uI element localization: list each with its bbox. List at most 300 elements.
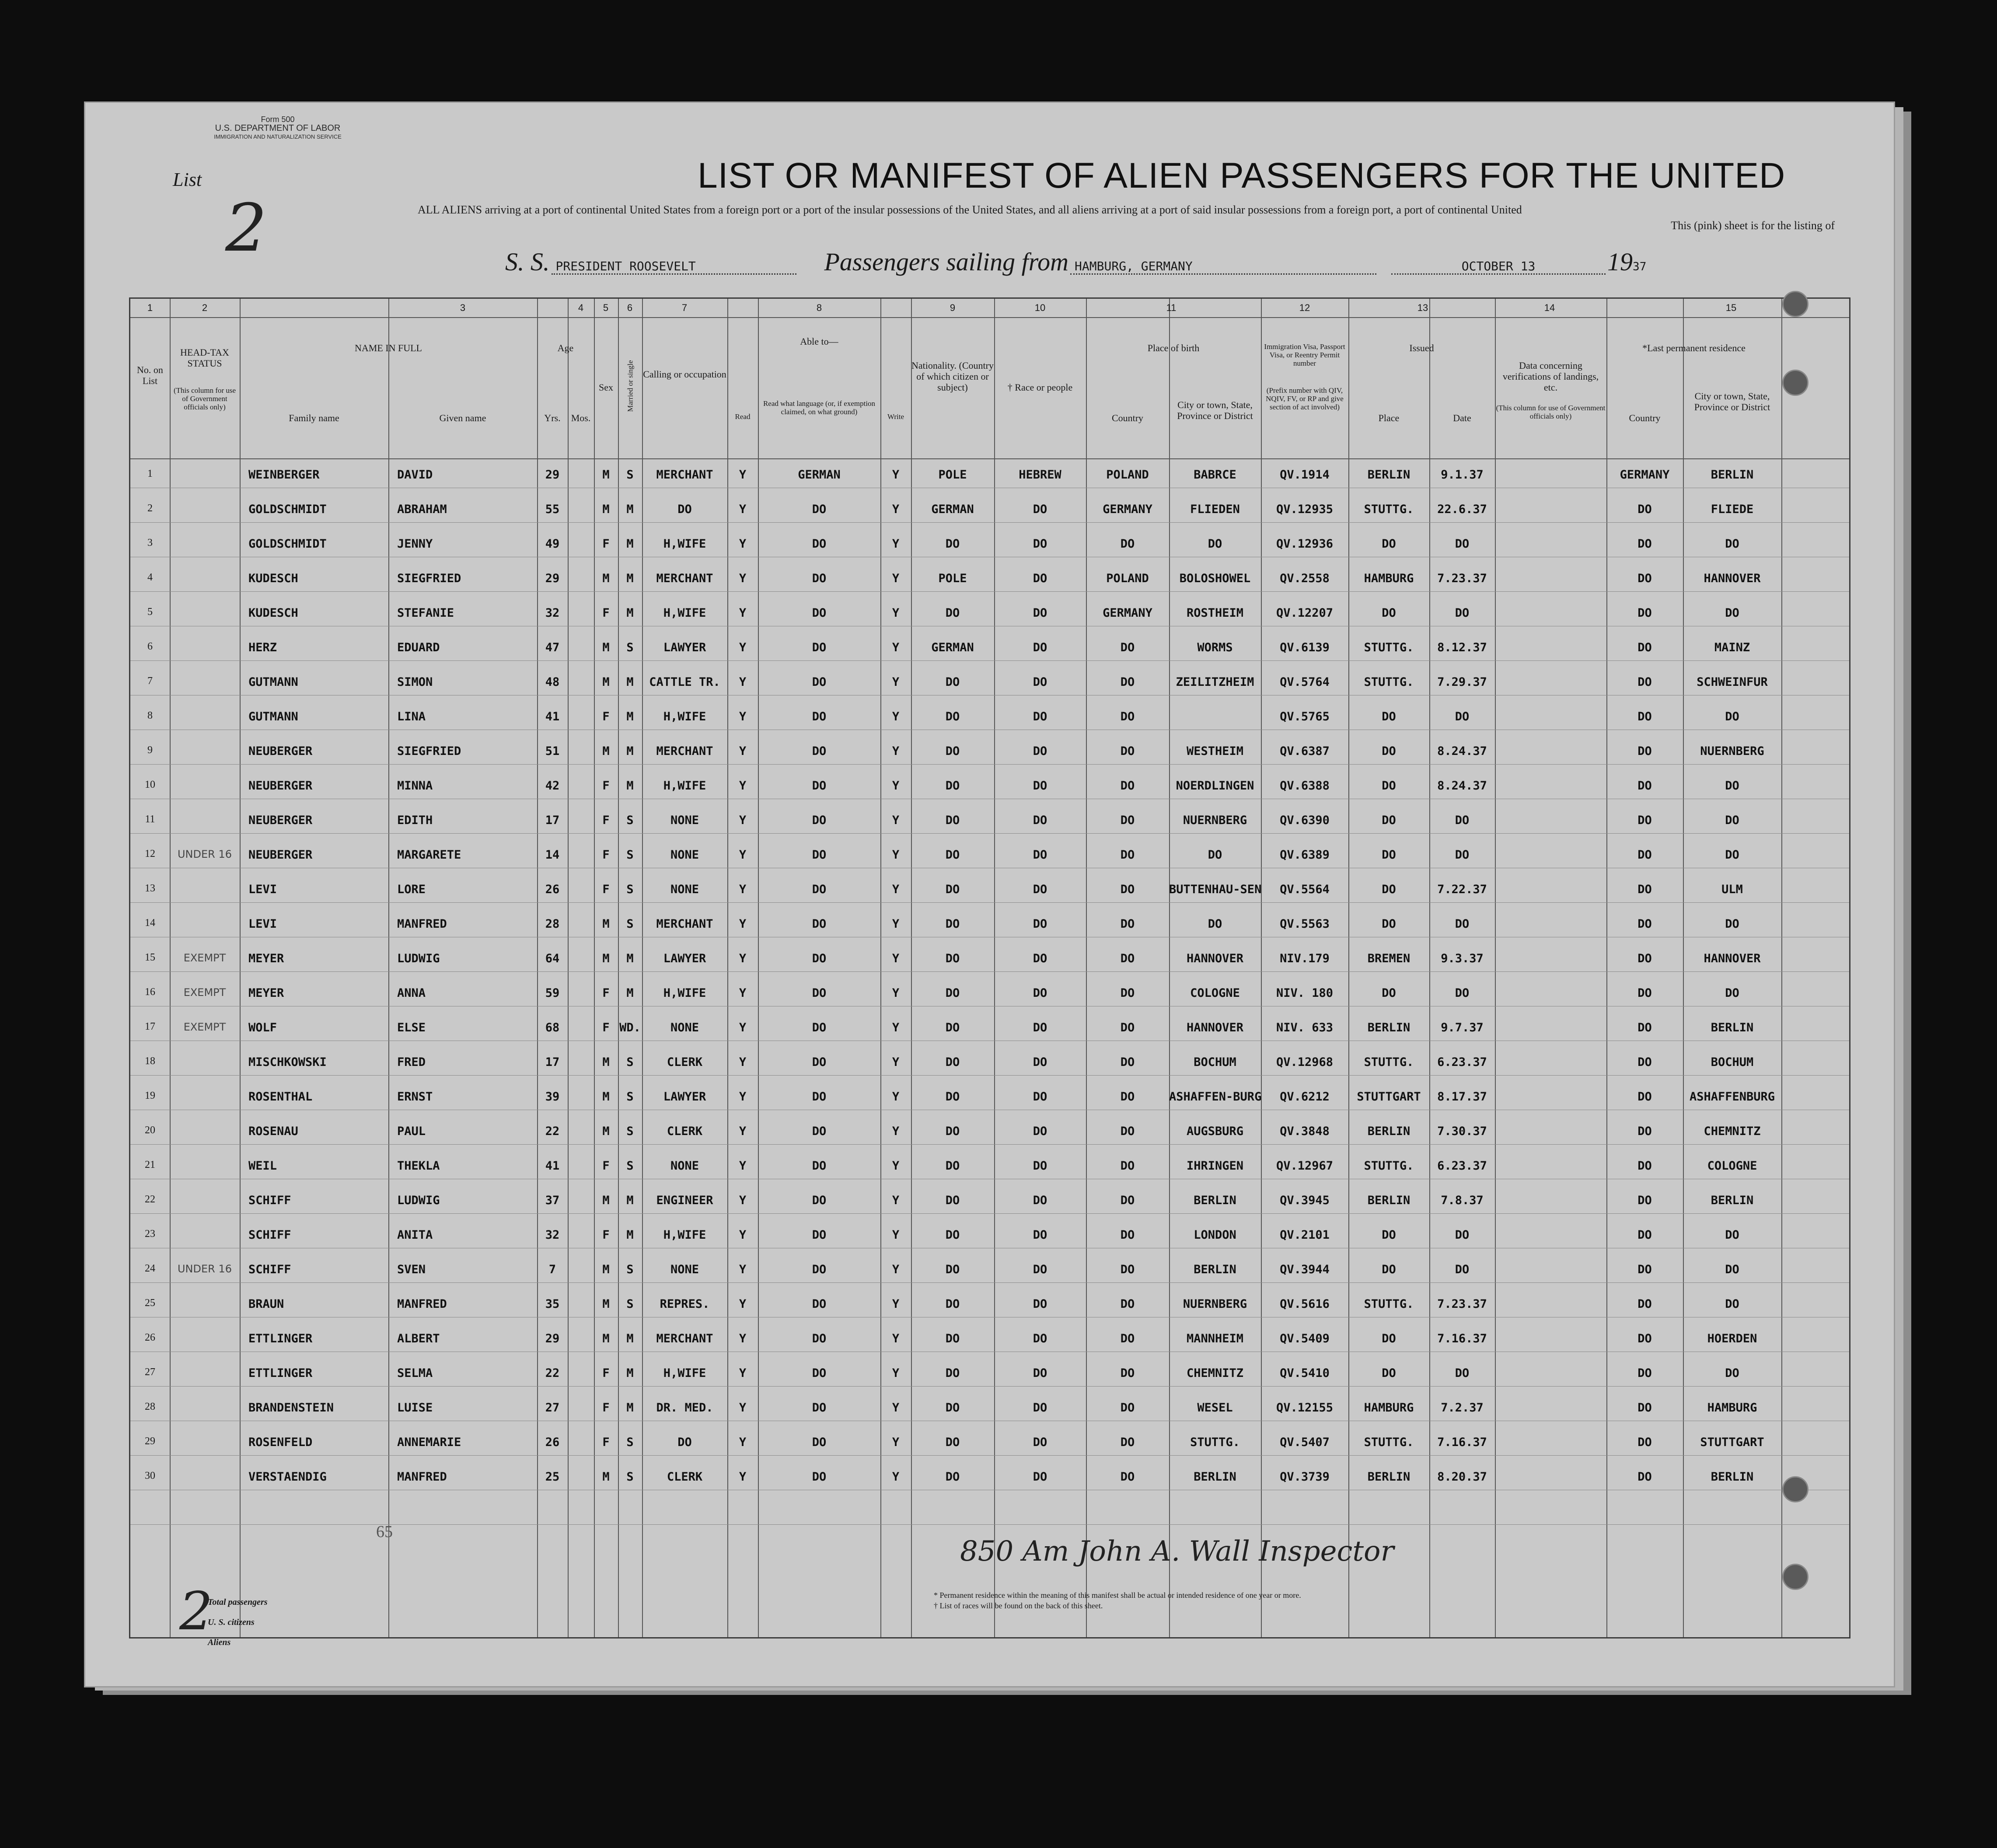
cell-ms: M [626, 744, 634, 758]
cell-family: MEYER [248, 986, 284, 1000]
cell-read: Y [739, 710, 747, 723]
cell-write: Y [892, 1125, 900, 1138]
cell-visa: QV.3944 [1280, 1263, 1330, 1276]
cell-read: Y [739, 606, 747, 620]
passenger-row [130, 641, 1849, 675]
cell-b-country: POLAND [1106, 572, 1149, 585]
cell-no: 14 [145, 917, 155, 929]
cell-visa: QV.5407 [1280, 1436, 1330, 1449]
list-number: 2 [225, 190, 267, 266]
header-race: † Race or people [1007, 382, 1073, 393]
cell-given: MINNA [397, 779, 433, 793]
cell-b-city: BERLIN [1194, 1194, 1236, 1207]
cell-r-country: DO [1637, 1228, 1652, 1242]
sailing-label: Passengers sailing from [824, 248, 1069, 276]
cell-sex: F [602, 883, 610, 896]
passenger-row [130, 606, 1849, 641]
cell-b-country: DO [1120, 1159, 1135, 1173]
passenger-row [130, 952, 1849, 986]
cell-ms: S [626, 883, 634, 896]
cell-occ: H,WIFE [663, 606, 706, 620]
cell-r-country: DO [1637, 1194, 1652, 1207]
cell-iss-date: 22.6.37 [1437, 503, 1487, 516]
cell-sex: M [602, 1297, 610, 1311]
cell-lang: DO [812, 1263, 827, 1276]
cell-r-city: DO [1725, 1366, 1739, 1380]
cell-race: DO [1033, 1228, 1047, 1242]
cell-b-country: DO [1120, 744, 1135, 758]
cell-b-country: DO [1120, 848, 1135, 862]
cell-yrs: 22 [545, 1125, 560, 1138]
cell-occ: CLERK [667, 1125, 703, 1138]
cell-sex: F [602, 710, 610, 723]
cell-occ: MERCHANT [656, 1332, 713, 1345]
cell-iss-date: 7.8.37 [1441, 1194, 1484, 1207]
column-number: 12 [1299, 302, 1310, 313]
cell-race: DO [1033, 883, 1047, 896]
passenger-row [130, 1401, 1849, 1436]
cell-visa: QV.5616 [1280, 1297, 1330, 1311]
cell-b-city: HANNOVER [1186, 952, 1244, 965]
footer-totals [208, 1592, 268, 1652]
cell-r-country: DO [1637, 1297, 1652, 1311]
cell-read: Y [739, 814, 747, 827]
cell-race: DO [1033, 1436, 1047, 1449]
cell-r-country: DO [1637, 917, 1652, 931]
cell-family: BRANDENSTEIN [248, 1401, 334, 1415]
cell-iss-date: DO [1455, 606, 1470, 620]
cell-nat: DO [945, 883, 960, 896]
cell-read: Y [739, 1021, 747, 1034]
cell-iss-date: DO [1455, 537, 1470, 551]
service: IMMIGRATION AND NATURALIZATION SERVICE [214, 133, 342, 140]
cell-iss-place: DO [1382, 1366, 1396, 1380]
cell-occ: MERCHANT [656, 744, 713, 758]
cell-r-country: GERMANY [1620, 468, 1670, 482]
cell-iss-place: BREMEN [1367, 952, 1410, 965]
cell-lang: DO [812, 1332, 827, 1345]
cell-race: DO [1033, 1021, 1047, 1034]
cell-read: Y [739, 675, 747, 689]
cell-lang: DO [812, 1021, 827, 1034]
cell-nat: DO [945, 1159, 960, 1173]
cell-nat: GERMAN [931, 503, 974, 516]
cell-iss-place: DO [1382, 537, 1396, 551]
cell-read: Y [739, 1297, 747, 1311]
passenger-row [130, 1159, 1849, 1194]
cell-iss-date: DO [1455, 1263, 1470, 1276]
cell-write: Y [892, 883, 900, 896]
cell-nat: DO [945, 814, 960, 827]
aliens-label: Aliens [208, 1638, 231, 1647]
cell-yrs: 48 [545, 675, 560, 689]
cell-b-city: AUGSBURG [1186, 1125, 1244, 1138]
cell-read: Y [739, 1470, 747, 1484]
cell-nat: DO [945, 1228, 960, 1242]
cell-given: MANFRED [397, 1297, 447, 1311]
cell-r-city: DO [1725, 917, 1739, 931]
cell-b-country: GERMANY [1103, 503, 1152, 516]
cell-b-city: LONDON [1194, 1228, 1236, 1242]
header-residence: *Last permanent residence [1642, 342, 1746, 353]
cell-given: LUISE [397, 1401, 433, 1415]
cell-family: WEIL [248, 1159, 277, 1173]
cell-occ: MERCHANT [656, 917, 713, 931]
cell-no: 10 [145, 779, 155, 790]
cell-r-country: DO [1637, 1263, 1652, 1276]
cell-family: NEUBERGER [248, 814, 313, 827]
cell-write: Y [892, 1436, 900, 1449]
column-number: 11 [1166, 302, 1177, 313]
cell-sex: F [602, 537, 610, 551]
subtitle-line-2: This (pink) sheet is for the listing of [1671, 219, 1835, 232]
cell-b-country: DO [1120, 883, 1135, 896]
cell-b-country: DO [1120, 1228, 1135, 1242]
cell-nat: DO [945, 848, 960, 862]
cell-race: DO [1033, 537, 1047, 551]
passenger-row [130, 572, 1849, 606]
punch-hole [1782, 1564, 1808, 1590]
cell-lang: DO [812, 744, 827, 758]
passenger-row [130, 537, 1849, 572]
cell-iss-place: DO [1382, 848, 1396, 862]
column-number: 15 [1725, 302, 1737, 313]
passenger-row [130, 1366, 1849, 1401]
cell-sex: M [602, 1125, 610, 1138]
cell-iss-place: DO [1382, 1332, 1396, 1345]
cell-read: Y [739, 1055, 747, 1069]
cell-no: 4 [147, 572, 153, 583]
cell-read: Y [739, 641, 747, 654]
cell-write: Y [892, 1021, 900, 1034]
cell-family: VERSTAENDIG [248, 1470, 327, 1484]
cell-yrs: 22 [545, 1366, 560, 1380]
cell-write: Y [892, 468, 900, 482]
cell-nat: DO [945, 986, 960, 1000]
cell-race: DO [1033, 572, 1047, 585]
cell-b-city: DO [1208, 917, 1222, 931]
cell-yrs: 41 [545, 1159, 560, 1173]
cell-read: Y [739, 572, 747, 585]
cell-occ: H,WIFE [663, 1228, 706, 1242]
cell-occ: MERCHANT [656, 468, 713, 482]
cell-given: SIMON [397, 675, 433, 689]
cell-iss-date: 7.16.37 [1437, 1332, 1487, 1345]
year-suffix: 37 [1633, 260, 1647, 273]
cell-r-city: SCHWEINFUR [1697, 675, 1768, 689]
cell-visa: QV.12935 [1276, 503, 1334, 516]
column-number: 14 [1544, 302, 1555, 313]
cell-race: DO [1033, 848, 1047, 862]
cell-ms: S [626, 1263, 634, 1276]
cell-tax: EXEMPT [183, 1021, 226, 1033]
cell-sex: M [602, 1090, 610, 1104]
cell-occ: MERCHANT [656, 572, 713, 585]
cell-no: 24 [145, 1263, 155, 1274]
punch-hole [1782, 291, 1808, 317]
cell-given: MARGARETE [397, 848, 461, 862]
cell-b-city: ZEILITZHEIM [1176, 675, 1254, 689]
passenger-row [130, 1436, 1849, 1470]
cell-visa: QV.6388 [1280, 779, 1330, 793]
passenger-row [130, 814, 1849, 848]
header-place-of-birth: Place of birth [1147, 342, 1200, 353]
cell-sex: M [602, 675, 610, 689]
cell-iss-date: 9.7.37 [1441, 1021, 1484, 1034]
cell-b-country: DO [1120, 1090, 1135, 1104]
cell-ms: M [626, 675, 634, 689]
cell-iss-place: DO [1382, 986, 1396, 1000]
cell-ms: M [626, 572, 634, 585]
cell-read: Y [739, 883, 747, 896]
cell-yrs: 68 [545, 1021, 560, 1034]
cell-r-country: DO [1637, 883, 1652, 896]
cell-iss-place: STUTTGART [1357, 1090, 1421, 1104]
cell-r-country: DO [1637, 1470, 1652, 1484]
cell-given: THEKLA [397, 1159, 440, 1173]
cell-r-city: CHEMNITZ [1704, 1125, 1761, 1138]
cell-iss-date: DO [1455, 917, 1470, 931]
cell-ms: M [626, 1401, 634, 1415]
cell-tax: EXEMPT [183, 952, 226, 964]
cell-given: SIEGFRIED [397, 572, 461, 585]
cell-write: Y [892, 710, 900, 723]
cell-ms: M [626, 779, 634, 793]
cell-lang: GERMAN [798, 468, 841, 482]
cell-r-country: DO [1637, 1436, 1652, 1449]
cell-given: ABRAHAM [397, 503, 447, 516]
cell-r-city: FLIEDE [1711, 503, 1754, 516]
cell-given: EDITH [397, 814, 433, 827]
cell-lang: DO [812, 1194, 827, 1207]
cell-ms: M [626, 952, 634, 965]
cell-given: FRED [397, 1055, 426, 1069]
cell-yrs: 14 [545, 848, 560, 862]
cell-b-city: BERLIN [1194, 1470, 1236, 1484]
cell-read: Y [739, 468, 747, 482]
cell-lang: DO [812, 883, 827, 896]
cell-no: 17 [145, 1021, 155, 1032]
header-issued: Issued [1409, 342, 1434, 353]
cell-visa: NIV. 180 [1276, 986, 1334, 1000]
cell-lang: DO [812, 1366, 827, 1380]
cell-nat: DO [945, 1263, 960, 1276]
cell-b-city: WORMS [1197, 641, 1233, 654]
cell-r-country: DO [1637, 744, 1652, 758]
cell-sex: M [602, 1263, 610, 1276]
cell-occ: LAWYER [663, 952, 706, 965]
punch-hole [1782, 370, 1808, 396]
cell-occ: H,WIFE [663, 779, 706, 793]
cell-family: GUTMANN [248, 710, 298, 723]
column-number: 1 [147, 302, 153, 313]
cell-visa: NIV. 633 [1276, 1021, 1334, 1034]
cell-family: MISCHKOWSKI [248, 1055, 327, 1069]
cell-lang: DO [812, 779, 827, 793]
cell-family: GOLDSCHMIDT [248, 537, 327, 551]
cell-occ: NONE [670, 883, 699, 896]
passenger-row [130, 1090, 1849, 1125]
cell-r-city: DO [1725, 1263, 1739, 1276]
cell-family: LEVI [248, 883, 277, 896]
cell-sex: F [602, 1366, 610, 1380]
cell-write: Y [892, 1263, 900, 1276]
cell-iss-place: DO [1382, 883, 1396, 896]
cell-r-country: DO [1637, 572, 1652, 585]
cell-write: Y [892, 952, 900, 965]
cell-no: 23 [145, 1228, 155, 1240]
cell-given: EDUARD [397, 641, 440, 654]
cell-yrs: 39 [545, 1090, 560, 1104]
cell-ms: S [626, 917, 634, 931]
footnote-residence: * Permanent residence within the meaning of this manifest shall be actual or intended residence of one year or more. [934, 1591, 1301, 1600]
cell-nat: DO [945, 917, 960, 931]
cell-iss-date: 7.22.37 [1437, 883, 1487, 896]
cell-read: Y [739, 1090, 747, 1104]
cell-b-country: DO [1120, 1263, 1135, 1276]
cell-lang: DO [812, 537, 827, 551]
cell-race: DO [1033, 814, 1047, 827]
passenger-row [130, 744, 1849, 779]
cell-lang: DO [812, 572, 827, 585]
cell-family: SCHIFF [248, 1263, 291, 1276]
cell-lang: DO [812, 848, 827, 862]
cell-family: BRAUN [248, 1297, 284, 1311]
cell-occ: NONE [670, 1263, 699, 1276]
cell-given: ANNEMARIE [397, 1436, 461, 1449]
footnote-races: † List of races will be found on the back of this sheet. [934, 1601, 1103, 1610]
cell-ms: M [626, 1194, 634, 1207]
cell-race: DO [1033, 1401, 1047, 1415]
cell-race: DO [1033, 1263, 1047, 1276]
passenger-row [130, 917, 1849, 952]
cell-r-country: DO [1637, 1055, 1652, 1069]
cell-iss-date: DO [1455, 848, 1470, 862]
departure-port: HAMBURG, GERMANY [1070, 259, 1376, 275]
header-visa: Immigration Visa, Passport Visa, or Reentry Permit number [1264, 342, 1345, 367]
cell-given: ERNST [397, 1090, 433, 1104]
cell-b-country: DO [1120, 1125, 1135, 1138]
cell-b-city: NOERDLINGEN [1176, 779, 1254, 793]
cell-visa: QV.2101 [1280, 1228, 1330, 1242]
cell-r-country: DO [1637, 1332, 1652, 1345]
cell-ms: S [626, 1297, 634, 1311]
header-name-in-full: NAME IN FULL [355, 342, 422, 353]
header-family-name: Family name [289, 412, 339, 423]
bottom-list-number: 2 [179, 1581, 213, 1642]
cell-family: ROSENTHAL [248, 1090, 313, 1104]
cell-ms: S [626, 848, 634, 862]
cell-nat: DO [945, 1366, 960, 1380]
cell-read: Y [739, 537, 747, 551]
cell-visa: QV.1914 [1280, 468, 1330, 482]
list-label: List [173, 169, 202, 190]
ship-name: PRESIDENT ROOSEVELT [552, 259, 796, 275]
cell-given: LORE [397, 883, 426, 896]
cell-b-city: DO [1208, 537, 1222, 551]
cell-no: 11 [145, 814, 155, 825]
cell-iss-date: 8.24.37 [1437, 744, 1487, 758]
cell-read: Y [739, 848, 747, 862]
cell-occ: NONE [670, 1021, 699, 1034]
cell-read: Y [739, 1125, 747, 1138]
cell-b-city: WESEL [1197, 1401, 1233, 1415]
cell-occ: REPRES. [660, 1297, 710, 1311]
cell-family: NEUBERGER [248, 779, 313, 793]
cell-iss-date: DO [1455, 1228, 1470, 1242]
cell-read: Y [739, 986, 747, 1000]
cell-r-city: ASHAFFENBURG [1689, 1090, 1775, 1104]
cell-nat: POLE [938, 468, 967, 482]
cell-race: DO [1033, 917, 1047, 931]
header-res-country: Country [1629, 412, 1661, 423]
cell-iss-date: DO [1455, 814, 1470, 827]
cell-iss-place: DO [1382, 1228, 1396, 1242]
cell-ms: S [626, 1436, 634, 1449]
cell-lang: DO [812, 1470, 827, 1484]
cell-given: ANITA [397, 1228, 433, 1242]
cell-no: 1 [147, 468, 153, 479]
cell-family: ROSENAU [248, 1125, 298, 1138]
cell-yrs: 35 [545, 1297, 560, 1311]
header-mos: Mos. [571, 412, 591, 423]
cell-sex: M [602, 1055, 610, 1069]
cell-lang: DO [812, 1090, 827, 1104]
cell-iss-place: DO [1382, 814, 1396, 827]
cell-nat: POLE [938, 572, 967, 585]
cell-read: Y [739, 503, 747, 516]
cell-ms: M [626, 1228, 634, 1242]
cell-no: 5 [147, 606, 153, 618]
cell-ms: S [626, 1090, 634, 1104]
cell-family: MEYER [248, 952, 284, 965]
column-number: 2 [202, 302, 208, 313]
cell-sex: M [602, 1194, 610, 1207]
column-number: 9 [950, 302, 956, 313]
cell-given: LUDWIG [397, 1194, 440, 1207]
cell-given: SVEN [397, 1263, 426, 1276]
cell-iss-date: 7.16.37 [1437, 1436, 1487, 1449]
cell-nat: GERMAN [931, 641, 974, 654]
cell-b-country: POLAND [1106, 468, 1149, 482]
cell-nat: DO [945, 1297, 960, 1311]
cell-write: Y [892, 779, 900, 793]
cell-yrs: 59 [545, 986, 560, 1000]
cell-b-city: BUTTENHAU-SEN [1169, 883, 1262, 896]
cell-iss-place: STUTTG. [1364, 1159, 1414, 1173]
column-number: 10 [1034, 302, 1046, 313]
cell-write: Y [892, 537, 900, 551]
cell-b-country: DO [1120, 1401, 1135, 1415]
cell-nat: DO [945, 675, 960, 689]
cell-race: HEBREW [1019, 468, 1061, 482]
cell-r-city: DO [1725, 814, 1739, 827]
cell-family: SCHIFF [248, 1194, 291, 1207]
header-divider [130, 317, 1849, 318]
cell-lang: DO [812, 1125, 827, 1138]
cell-iss-date: DO [1455, 986, 1470, 1000]
cell-no: 7 [147, 675, 153, 687]
cell-r-country: DO [1637, 779, 1652, 793]
cell-ms: S [626, 1470, 634, 1484]
header-nationality: Nationality. (Country of which citizen or subject) [911, 360, 994, 393]
cell-yrs: 32 [545, 606, 560, 620]
cell-read: Y [739, 1366, 747, 1380]
cell-visa: QV.12936 [1276, 537, 1334, 551]
cell-no: 27 [145, 1366, 155, 1378]
cell-sex: M [602, 572, 610, 585]
cell-no: 19 [145, 1090, 155, 1101]
